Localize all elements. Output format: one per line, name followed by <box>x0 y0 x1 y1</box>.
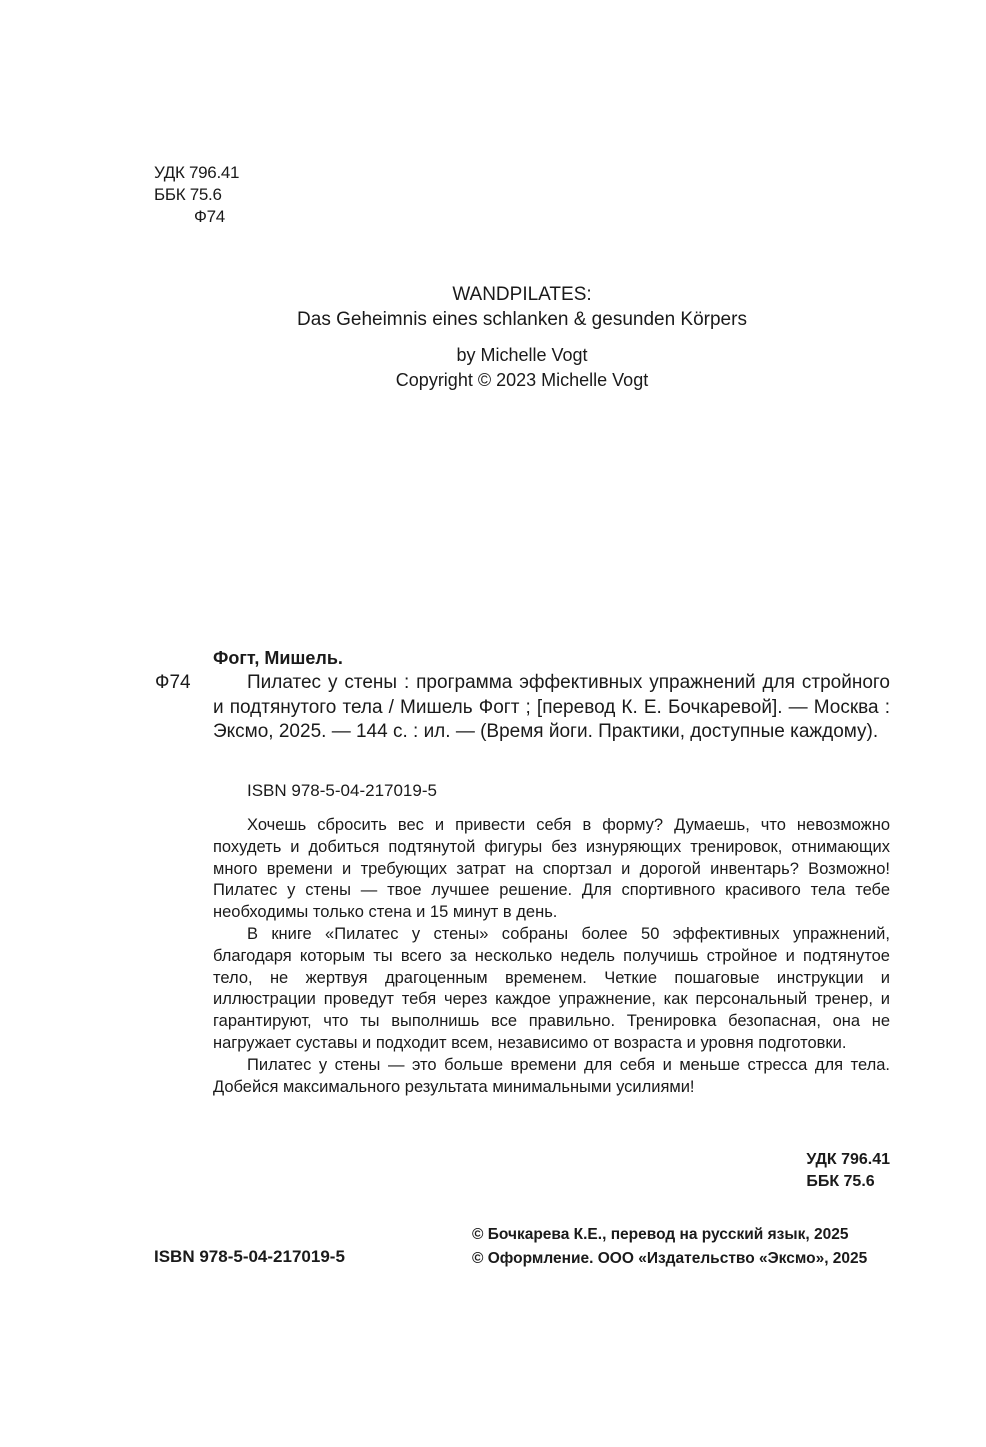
annotation-paragraph: В книге «Пилатес у стены» собраны более 50 эффективных упражнений, благодаря которым ты всего за несколько недель получишь стройное и подтянутое тело, не жертвуя драгоценным временем. Четкие пошаговые инструкции и иллюстрации проведут тебя через каждое упражнение, как персональный тренер, и гарантируют, что ты выполнишь все правильно. Тренировка безопасная, она не нагружает суставы и подходит всем, независимо от возраста и уровня подготовки. <box>213 924 890 1052</box>
catalog-isbn: ISBN 978-5-04-217019-5 <box>247 781 437 800</box>
footer-udk: УДК 796.41 <box>806 1151 890 1168</box>
catalog-code: Ф74 <box>155 672 191 693</box>
annotation-paragraph: Пилатес у стены — это больше времени для себя и меньше стресса для тела. Добейся максимального результата минимальными усилиями! <box>213 1055 890 1096</box>
copyright-design: © Оформление. ООО «Издательство «Эксмо», 2025 <box>472 1250 868 1267</box>
copyright-translation: © Бочкарева К.Е., перевод на русский язык, 2025 <box>472 1226 849 1243</box>
footer-isbn: ISBN 978-5-04-217019-5 <box>154 1247 345 1266</box>
catalog-author: Фогт, Мишель. <box>213 648 343 668</box>
catalog-description <box>213 671 890 745</box>
author-sign: Ф74 <box>194 207 225 226</box>
original-author: by Michelle Vogt <box>456 345 588 365</box>
annotation <box>213 815 890 1098</box>
catalog-description-text: Пилатес у стены : программа эффективных упражнений для стройного и подтянутого тела / Мишель Фогт ; [перевод К. Е. Бочкаревой]. — Москва : Эксмо, 2025. — 144 с. : ил. — (Время йоги. Практики, доступные каждому). <box>213 672 890 742</box>
original-subtitle: Das Geheimnis eines schlanken & gesunden Körpers <box>297 309 747 330</box>
classification-codes <box>154 162 239 228</box>
annotation-paragraph: Хочешь сбросить вес и привести себя в форму? Думаешь, что невозможно похудеть и добиться подтянутой фигуры без изнуряющих тренировок, отнимающих много времени и требующих затрат на спортзал и дорогой инвентарь? Возможно! Пилатес у стены — твое лучшее решение. Для спортивного красивого тела тебе необходимы только стена и 15 минут в день. <box>213 816 890 922</box>
bbk-code: ББК 75.6 <box>154 185 222 204</box>
original-title: WANDPILATES: <box>452 284 592 305</box>
footer-copyrights <box>472 1223 867 1271</box>
udk-code: УДК 796.41 <box>154 163 240 182</box>
footer-codes <box>806 1149 890 1193</box>
original-copyright: Copyright © 2023 Michelle Vogt <box>395 370 649 390</box>
footer-bbk: ББК 75.6 <box>806 1173 875 1190</box>
